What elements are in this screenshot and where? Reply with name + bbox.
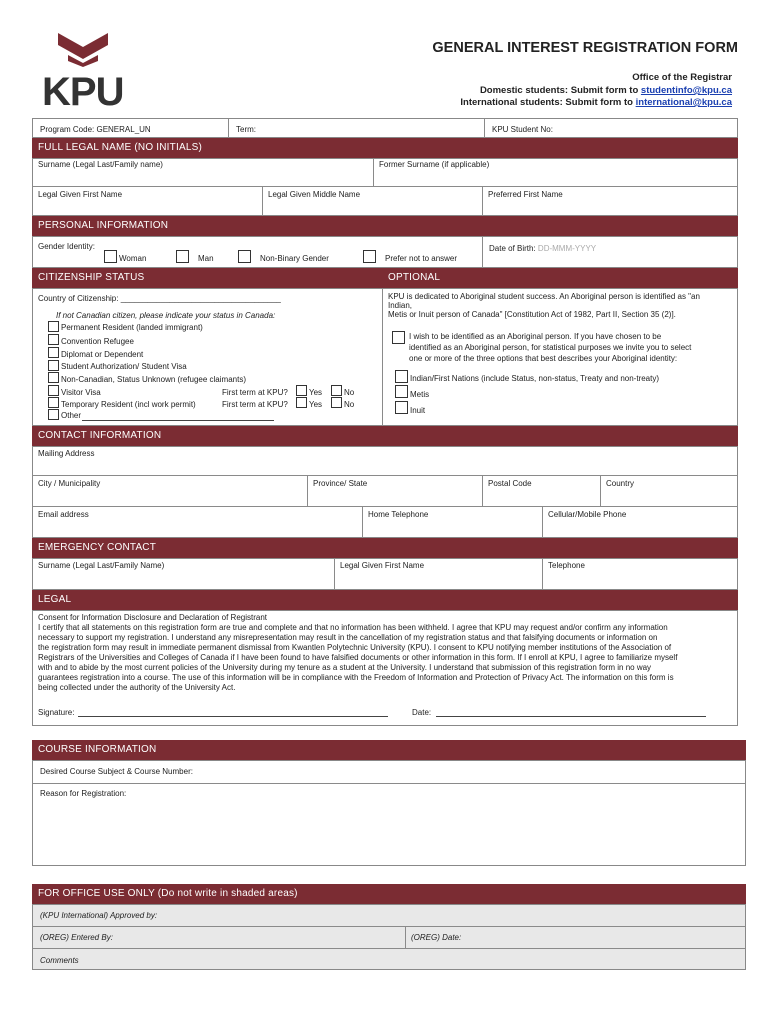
- gender-man-checkbox[interactable]: [176, 250, 189, 263]
- gender-woman-label: Woman: [119, 254, 147, 263]
- legal-text-3: necessary to support my registration. I understand any misrepresentation may result in the cancellation of my registration status and that falsifying documents or information on: [38, 633, 658, 642]
- status-pr-checkbox[interactable]: [48, 321, 59, 332]
- legal-name-heading: FULL LEGAL NAME (NO INITIALS): [32, 138, 738, 158]
- temp-first-term-label: First term at KPU?: [222, 400, 288, 409]
- temp-first-term-yes-checkbox[interactable]: [296, 397, 307, 408]
- country-citizenship-field[interactable]: Country of Citizenship: ____________________________________: [38, 294, 281, 303]
- emergency-telephone-field[interactable]: Telephone: [548, 561, 585, 570]
- first-nations-label: Indian/First Nations (include Status, non-status, Treaty and non-treaty): [410, 374, 660, 383]
- desired-course-field[interactable]: Desired Course Subject & Course Number:: [40, 767, 193, 776]
- visitor-first-term-no-checkbox[interactable]: [331, 385, 342, 396]
- visitor-first-term-yes-checkbox[interactable]: [296, 385, 307, 396]
- dob-placeholder: DD-MMM-YYYY: [537, 244, 597, 253]
- oreg-date-field: (OREG) Date:: [411, 933, 462, 942]
- dob-field[interactable]: Date of Birth: DD-MMM-YYYY: [489, 244, 597, 253]
- status-visitor-label: Visitor Visa: [61, 388, 101, 397]
- former-surname-field[interactable]: Former Surname (if applicable): [379, 160, 490, 169]
- legal-text-6: with and to abide by the most current policies of the University during my tenure as a student at the University. I understand that submission of this registration form in no way: [38, 663, 652, 672]
- domestic-submit-line: Domestic students: Submit form to studentinfo@kpu.ca: [479, 85, 732, 96]
- course-heading: COURSE INFORMATION: [32, 740, 746, 760]
- legal-text-2: I certify that all statements on this registration form are true and complete and that no information has been withheld. I agree that KPU may request and/or confirm any information: [38, 623, 668, 632]
- status-pr-label: Permanent Resident (landed immigrant): [61, 323, 203, 332]
- optional-intro-3: Metis or Inuit person of Canada" [Constitution Act of 1982, Part II, Section 35 (2)].: [388, 310, 676, 319]
- gender-man-label: Man: [198, 254, 214, 263]
- emergency-heading: EMERGENCY CONTACT: [32, 538, 738, 558]
- status-temp-resident-checkbox[interactable]: [48, 397, 59, 408]
- kpu-logo-mark: [58, 33, 108, 67]
- program-code-field[interactable]: Program Code: GENERAL_UN: [40, 125, 151, 134]
- student-no-field[interactable]: KPU Student No:: [492, 125, 553, 134]
- emergency-surname-field[interactable]: Surname (Legal Last/Family Name): [38, 561, 165, 570]
- legal-text-1: Consent for Information Disclosure and Declaration of Registrant: [38, 613, 267, 622]
- visitor-no-label: No: [344, 388, 355, 397]
- gender-prefer-not-label: Prefer not to answer: [385, 254, 458, 263]
- metis-label: Metis: [410, 390, 430, 399]
- citizenship-note: If not Canadian citizen, please indicate your status in Canada:: [56, 311, 276, 320]
- inuit-checkbox[interactable]: [395, 401, 408, 414]
- legal-text-7: guarantees registration into a course. The use of this information will be in compliance with the Freedom of Information and Protection of Privacy Act. The information on this form is: [38, 673, 674, 682]
- status-student-visa-checkbox[interactable]: [48, 360, 59, 371]
- contact-heading: CONTACT INFORMATION: [32, 426, 738, 446]
- reason-field[interactable]: Reason for Registration:: [40, 789, 127, 798]
- preferred-first-field[interactable]: Preferred First Name: [488, 190, 563, 199]
- comments-field: Comments: [40, 956, 79, 965]
- temp-no-label: No: [344, 400, 355, 409]
- legal-text-8: being collected under the authority of the University Act.: [38, 683, 236, 692]
- gender-label: Gender Identity:: [38, 242, 95, 251]
- intl-submit-line: International students: Submit form to international@kpu.ca: [460, 97, 732, 108]
- visitor-first-term-label: First term at KPU?: [222, 388, 288, 397]
- gender-nonbinary-label: Non-Binary Gender: [260, 254, 329, 263]
- optional-identify-3: one or more of the three options that best describes your Aboriginal identity:: [409, 354, 678, 363]
- surname-field[interactable]: Surname (Legal Last/Family name): [38, 160, 163, 169]
- legal-text-5: Registrars of the Universities and Colleges of Canada if I have been found to have falsified documents or other information in this form. If I enroll at KPU, I agree to familiarize myself: [38, 653, 678, 662]
- country-field[interactable]: Country: [606, 479, 635, 488]
- form-title: GENERAL INTEREST REGISTRATION FORM: [432, 40, 738, 56]
- status-refugee-label: Convention Refugee: [61, 337, 134, 346]
- first-nations-checkbox[interactable]: [395, 370, 408, 383]
- optional-heading: OPTIONAL: [382, 268, 738, 288]
- personal-heading: PERSONAL INFORMATION: [32, 216, 738, 236]
- optional-intro-2: Indian,: [388, 301, 413, 310]
- gender-prefer-not-checkbox[interactable]: [363, 250, 376, 263]
- kpu-logo-text: KPU: [42, 70, 124, 114]
- visitor-yes-label: Yes: [309, 388, 323, 397]
- signature-label: Signature:: [38, 708, 75, 717]
- metis-checkbox[interactable]: [395, 385, 408, 398]
- legal-text-4: the registration form may result in immediate permanent dismissal from Kwantlen Polytechnic University (KPU). I consent to KPU notifying member institutions of the Association of: [38, 643, 672, 652]
- office-name: Office of the Registrar: [632, 72, 732, 83]
- status-unknown-checkbox[interactable]: [48, 372, 59, 383]
- status-other-label: Other: [61, 411, 82, 420]
- status-unknown-label: Non-Canadian, Status Unknown (refugee claimants): [61, 375, 246, 384]
- legal-date-line[interactable]: [436, 716, 706, 717]
- mailing-address-field[interactable]: Mailing Address: [38, 449, 95, 458]
- approved-by-field: (KPU International) Approved by:: [40, 911, 158, 920]
- status-temp-resident-label: Temporary Resident (incl work permit): [61, 400, 196, 409]
- office-heading: FOR OFFICE USE ONLY (Do not write in shaded areas): [32, 884, 746, 904]
- status-other-line[interactable]: [82, 420, 274, 421]
- status-diplomat-checkbox[interactable]: [48, 347, 59, 358]
- emergency-given-field[interactable]: Legal Given First Name: [340, 561, 425, 570]
- legal-heading: LEGAL: [32, 590, 738, 610]
- status-student-visa-label: Student Authorization/ Student Visa: [61, 362, 187, 371]
- given-middle-field[interactable]: Legal Given Middle Name: [268, 190, 361, 199]
- temp-yes-label: Yes: [309, 400, 323, 409]
- province-field[interactable]: Province/ State: [313, 479, 368, 488]
- entered-by-field: (OREG) Entered By:: [40, 933, 113, 942]
- inuit-label: Inuit: [410, 406, 426, 415]
- gender-nonbinary-checkbox[interactable]: [238, 250, 251, 263]
- domestic-email-link[interactable]: studentinfo@kpu.ca: [640, 85, 732, 96]
- citizenship-heading: CITIZENSHIP STATUS: [32, 268, 382, 288]
- cell-phone-field[interactable]: Cellular/Mobile Phone: [548, 510, 627, 519]
- optional-intro-1: KPU is dedicated to Aboriginal student success. An Aboriginal person is identified as "an: [388, 292, 700, 301]
- status-other-checkbox[interactable]: [48, 409, 59, 420]
- status-diplomat-label: Diplomat or Dependent: [61, 350, 144, 359]
- gender-woman-checkbox[interactable]: [104, 250, 117, 263]
- given-first-field[interactable]: Legal Given First Name: [38, 190, 123, 199]
- legal-date-label: Date:: [412, 708, 432, 717]
- city-field[interactable]: City / Municipality: [38, 479, 101, 488]
- optional-identify-2: identified as an Aboriginal person, for statistical purposes we invite you to select: [409, 343, 692, 352]
- optional-identify-1: I wish to be identified as an Aboriginal person. If you have chosen to be: [409, 332, 662, 341]
- status-visitor-checkbox[interactable]: [48, 385, 59, 396]
- postal-code-field[interactable]: Postal Code: [488, 479, 532, 488]
- temp-first-term-no-checkbox[interactable]: [331, 397, 342, 408]
- status-refugee-checkbox[interactable]: [48, 334, 59, 345]
- email-field[interactable]: Email address: [38, 510, 89, 519]
- signature-line[interactable]: [78, 716, 388, 717]
- aboriginal-identify-checkbox[interactable]: [392, 331, 405, 344]
- intl-email-link[interactable]: international@kpu.ca: [635, 97, 732, 108]
- term-field[interactable]: Term:: [236, 125, 256, 134]
- home-telephone-field[interactable]: Home Telephone: [368, 510, 429, 519]
